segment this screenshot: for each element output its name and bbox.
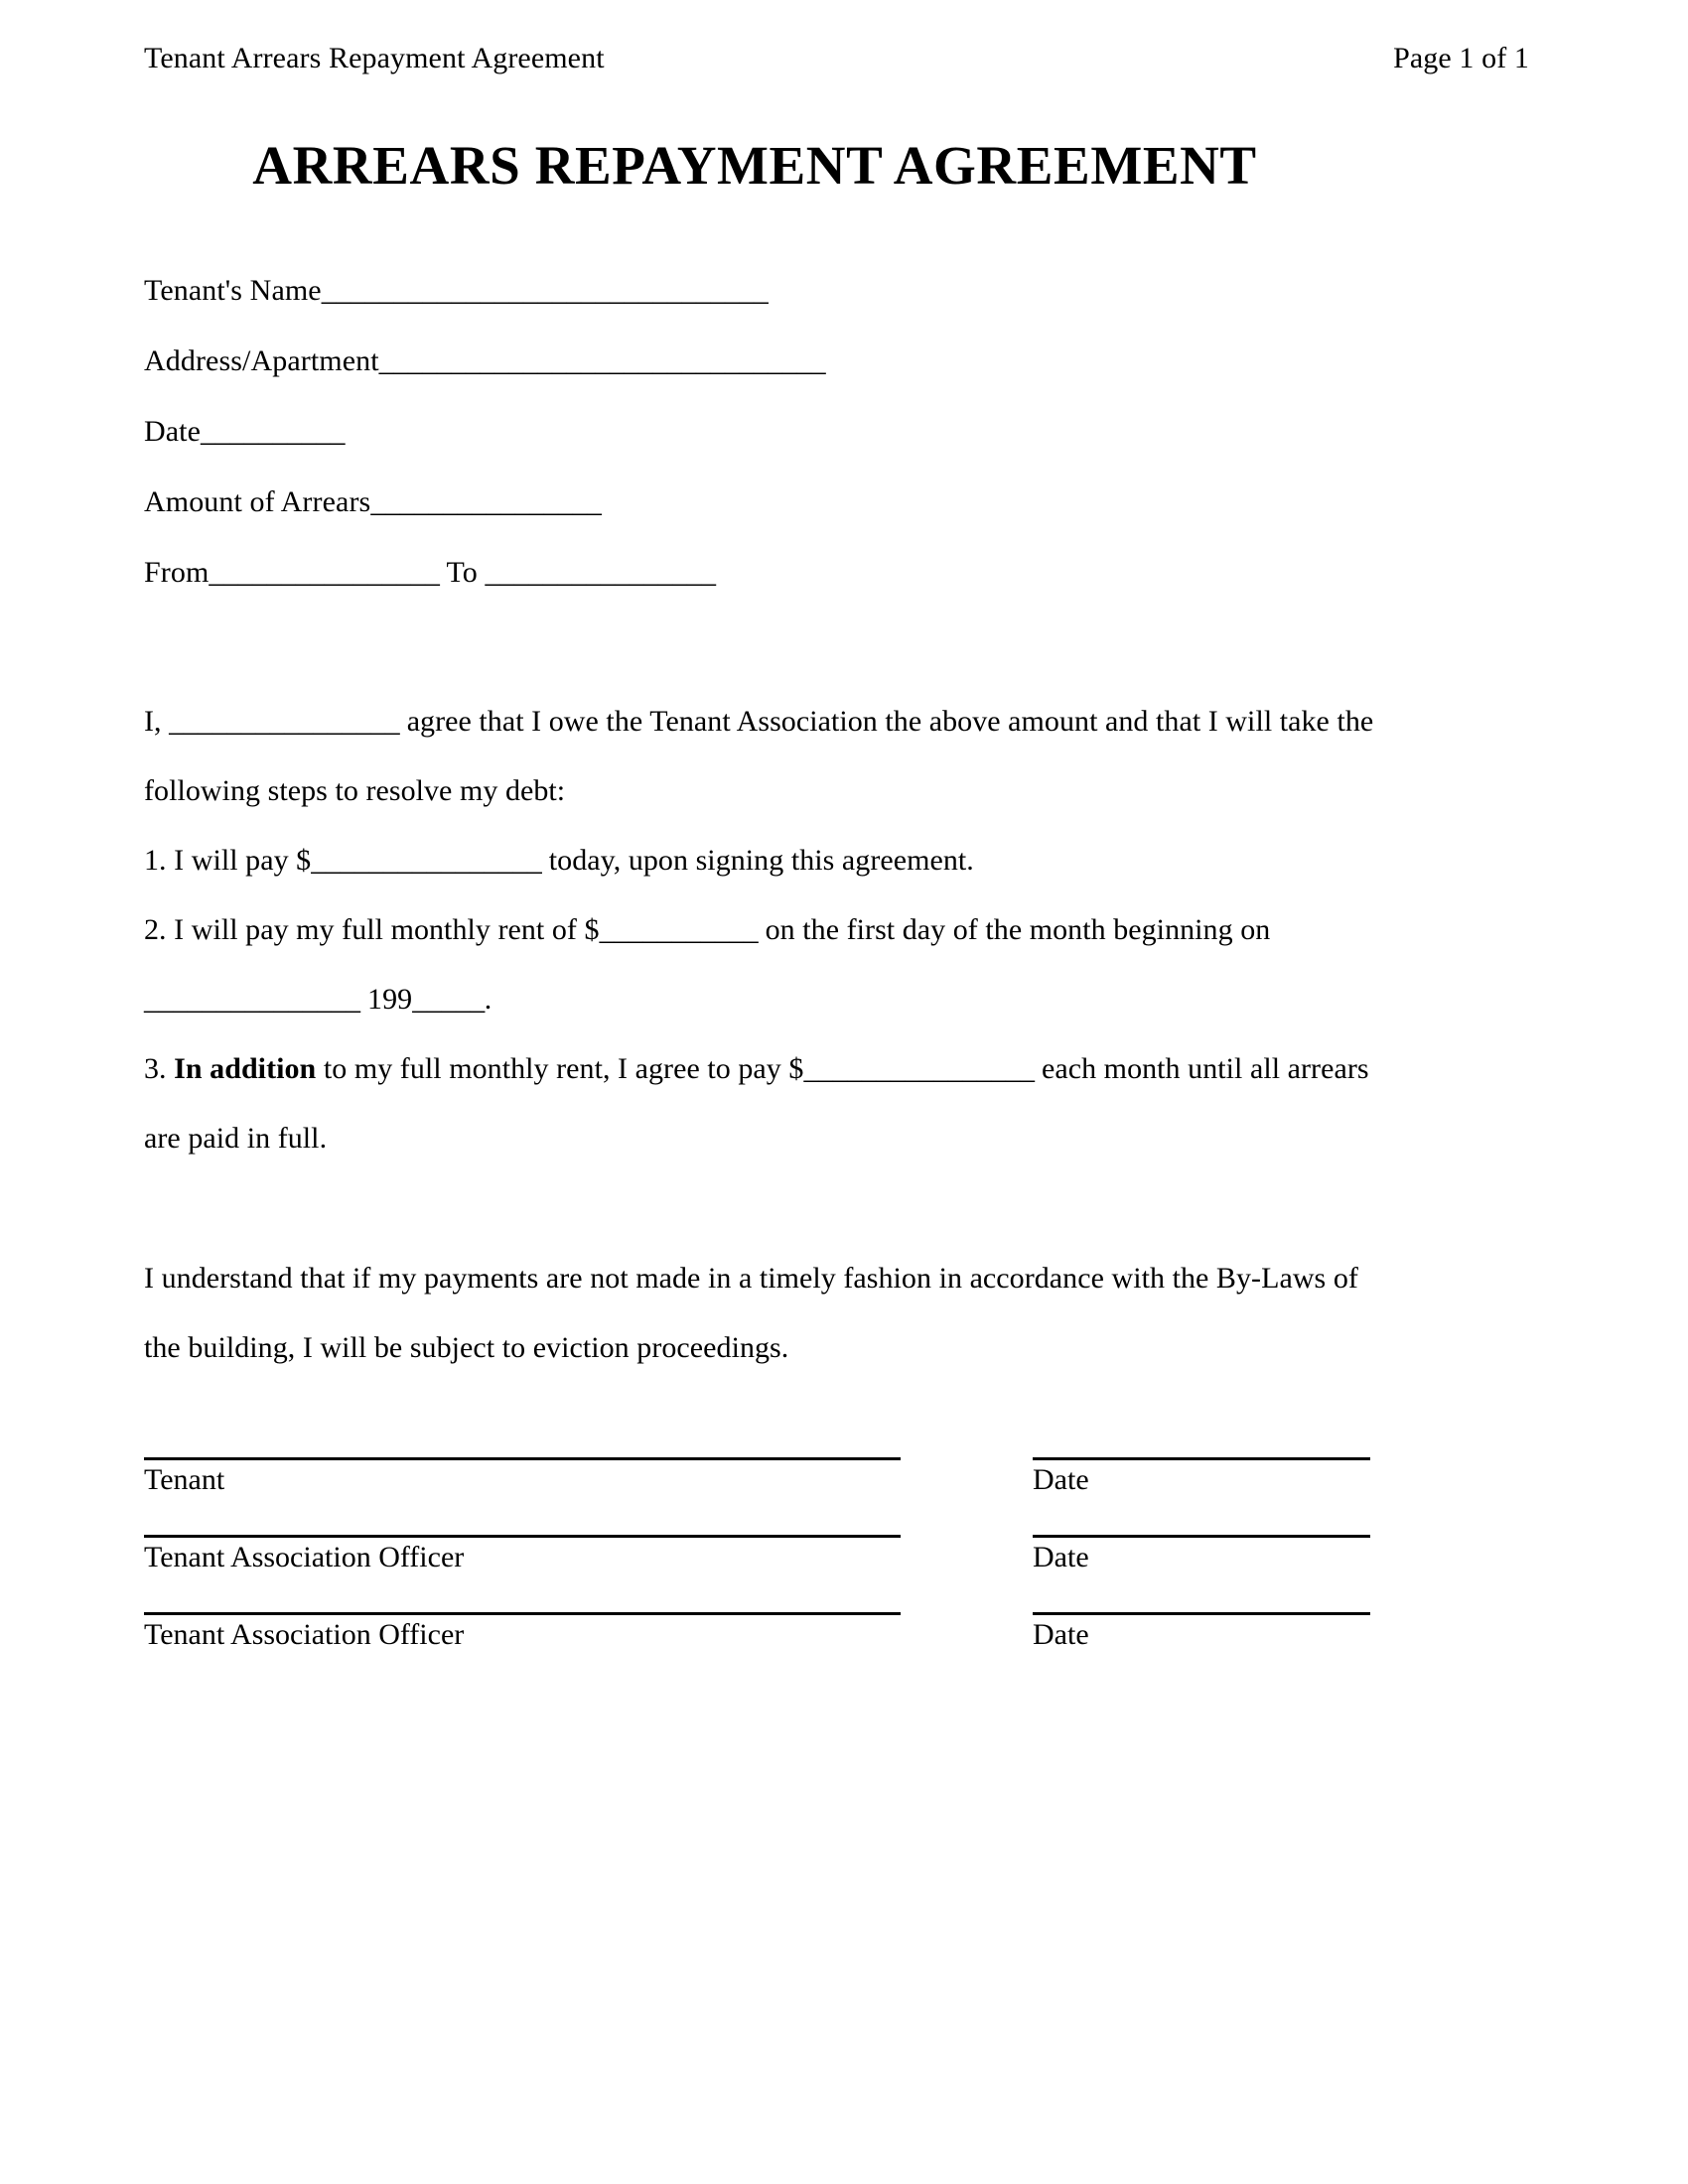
signature-label-officer-2-date: Date xyxy=(1033,1618,1089,1651)
signature-cell-tenant xyxy=(144,1457,901,1496)
signature-line-officer-1[interactable] xyxy=(144,1535,901,1538)
item-3-number: 3. xyxy=(144,1052,175,1085)
document-body xyxy=(144,276,1524,1403)
signature-cell-officer-1 xyxy=(144,1535,901,1573)
field-date-blank[interactable]: __________ xyxy=(201,415,346,448)
intro-name-blank[interactable]: ________________ xyxy=(169,705,400,738)
intro-paragraph-line-2 xyxy=(144,776,1524,846)
header-page-number: Page 1 of 1 xyxy=(1393,42,1529,74)
field-from-label: From xyxy=(144,556,210,589)
signature-line-tenant[interactable] xyxy=(144,1457,901,1460)
field-date-label: Date xyxy=(144,415,202,448)
closing-paragraph-line-2 xyxy=(144,1333,1524,1403)
field-address-apartment-blank[interactable]: _______________________________ xyxy=(378,344,826,377)
field-tenant-name xyxy=(144,276,1524,346)
signature-label-officer-1: Tenant Association Officer xyxy=(144,1541,465,1573)
item-1-amount-blank[interactable]: ________________ xyxy=(311,844,542,877)
item-1-text-after-blank: today, upon signing this agreement. xyxy=(541,844,974,877)
list-item-2 xyxy=(144,915,1524,985)
item-2-period: . xyxy=(484,983,492,1016)
item-2-year-prefix: 199 xyxy=(359,983,413,1016)
signature-line-officer-2-date[interactable] xyxy=(1033,1612,1370,1615)
item-2-year-blank[interactable]: _____ xyxy=(412,983,485,1016)
field-tenant-name-blank[interactable]: _______________________________ xyxy=(321,274,769,307)
item-2-rent-blank[interactable]: ___________ xyxy=(599,913,759,946)
signature-line-officer-2[interactable] xyxy=(144,1612,901,1615)
item-3-text-after-blank: each month until all arrears xyxy=(1034,1052,1369,1085)
item-2-text-before-blank: 2. I will pay my full monthly rent of $ xyxy=(144,913,600,946)
item-3-emphasis: In addition xyxy=(174,1052,317,1085)
signature-label-officer-1-date: Date xyxy=(1033,1541,1089,1573)
closing-paragraph-line-1 xyxy=(144,1264,1524,1333)
field-amount-of-arrears xyxy=(144,487,1524,558)
item-3-amount-blank[interactable]: ________________ xyxy=(803,1052,1035,1085)
field-to-blank[interactable]: ________________ xyxy=(485,556,716,589)
list-item-3-line-2 xyxy=(144,1124,1524,1193)
spacer-after-fields xyxy=(144,628,1524,707)
signature-label-officer-2: Tenant Association Officer xyxy=(144,1618,465,1651)
item-2-text-after-blank: on the first day of the month beginning on xyxy=(758,913,1271,946)
list-item-2-line-2 xyxy=(144,985,1524,1054)
signature-label-tenant-date: Date xyxy=(1033,1463,1089,1496)
header-document-name: Tenant Arrears Repayment Agreement xyxy=(144,42,605,74)
field-from-blank[interactable]: ________________ xyxy=(209,556,440,589)
list-item-3 xyxy=(144,1054,1524,1124)
signature-row-tenant xyxy=(144,1457,1524,1535)
item-1-text-before-blank: 1. I will pay $ xyxy=(144,844,312,877)
field-amount-of-arrears-label: Amount of Arrears xyxy=(144,485,371,518)
field-from-to xyxy=(144,558,1524,628)
spacer-before-closing xyxy=(144,1193,1524,1264)
closing-line-1-text: I understand that if my payments are not made in a timely fashion in accordance with the By-Laws of xyxy=(144,1262,1358,1295)
signature-line-officer-1-date[interactable] xyxy=(1033,1535,1370,1538)
closing-line-2-text: the building, I will be subject to eviction proceedings. xyxy=(144,1331,789,1364)
signature-cell-officer-2 xyxy=(144,1612,901,1651)
intro-text-before-blank: I, xyxy=(144,705,170,738)
intro-text-after-blank: agree that I owe the Tenant Association the above amount and that I will take the xyxy=(399,705,1374,738)
item-3-line-2-text: are paid in full. xyxy=(144,1122,328,1155)
intro-paragraph-line-1 xyxy=(144,707,1524,776)
field-to-label: To xyxy=(439,556,486,589)
field-amount-of-arrears-blank[interactable]: ________________ xyxy=(370,485,602,518)
signature-cell-officer-1-date xyxy=(1033,1535,1370,1573)
item-3-text-before-blank: to my full monthly rent, I agree to pay $ xyxy=(316,1052,804,1085)
signature-row-officer-2 xyxy=(144,1612,1524,1690)
page-title: ARREARS REPAYMENT AGREEMENT xyxy=(252,135,1257,196)
signature-line-tenant-date[interactable] xyxy=(1033,1457,1370,1460)
signature-block xyxy=(144,1457,1524,1690)
signature-row-officer-1 xyxy=(144,1535,1524,1612)
field-date xyxy=(144,417,1524,487)
signature-label-tenant: Tenant xyxy=(144,1463,225,1496)
field-address-apartment-label: Address/Apartment xyxy=(144,344,379,377)
signature-cell-officer-2-date xyxy=(1033,1612,1370,1651)
running-header xyxy=(144,42,1529,74)
field-address-apartment xyxy=(144,346,1524,417)
signature-cell-tenant-date xyxy=(1033,1457,1370,1496)
intro-line-2-text: following steps to resolve my debt: xyxy=(144,774,566,807)
item-2-month-blank[interactable]: _______________ xyxy=(144,983,360,1016)
list-item-1 xyxy=(144,846,1524,915)
field-tenant-name-label: Tenant's Name xyxy=(144,274,322,307)
